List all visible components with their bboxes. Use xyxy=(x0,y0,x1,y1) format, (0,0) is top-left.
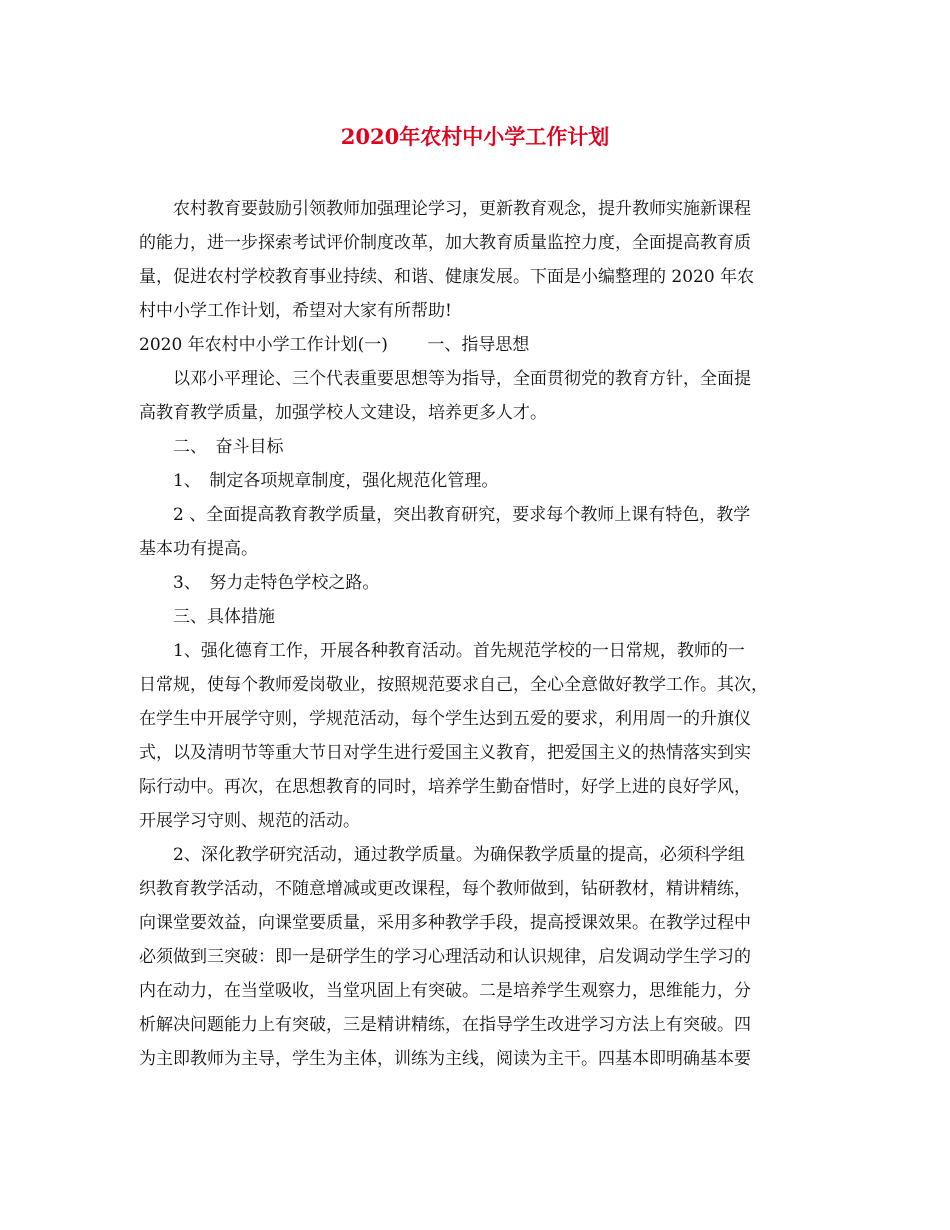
document-body xyxy=(139,192,819,1076)
paragraph-line: 织教育教学活动，不随意增减或更改课程，每个教师做到，钻研教材，精讲精练， xyxy=(139,879,751,899)
section-heading-line: 2020 年农村中小学工作计划(一) 一、指导思想 xyxy=(139,335,530,355)
paragraph-line: 以邓小平理论、三个代表重要思想等为指导，全面贯彻党的教育方针，全面提 xyxy=(173,369,751,389)
document-title: 2020年农村中小学工作计划 xyxy=(340,124,610,149)
paragraph-line: 析解决问题能力上有突破，三是精讲精练，在指导学生改进学习方法上有突破。四 xyxy=(139,1015,751,1035)
paragraph-line: 农村教育要鼓励引领教师加强理论学习，更新教育观念，提升教师实施新课程 xyxy=(173,199,751,219)
list-item-line: 3、 努力走特色学校之路。 xyxy=(173,573,380,593)
paragraph-line: 村中小学工作计划，希望对大家有所帮助! xyxy=(139,301,452,321)
paragraph-line: 量，促进农村学校教育事业持续、和谐、健康发展。下面是小编整理的 2020 年农 xyxy=(139,267,755,287)
section-heading-line: 三、具体措施 xyxy=(173,607,275,627)
paragraph-line: 日常规，使每个教师爱岗敬业，按照规范要求自己，全心全意做好教学工作。其次， xyxy=(139,675,768,695)
paragraph-line: 2、深化教学研究活动，通过教学质量。为确保教学质量的提高，必须科学组 xyxy=(173,845,745,865)
paragraph-line: 为主即教师为主导，学生为主体，训练为主线，阅读为主干。四基本即明确基本要 xyxy=(139,1049,751,1069)
list-item-line: 基本功有提高。 xyxy=(139,539,258,559)
list-item-line: 2 、全面提高教育教学质量，突出教育研究，要求每个教师上课有特色，教学 xyxy=(173,505,751,525)
paragraph-line: 高教育教学质量，加强学校人文建设，培养更多人才。 xyxy=(139,403,547,423)
paragraph-line: 际行动中。再次，在思想教育的同时，培养学生勤奋惜时，好学上进的良好学风， xyxy=(139,777,751,797)
paragraph-line: 开展学习守则、规范的活动。 xyxy=(139,811,360,831)
section-heading-line: 二、 奋斗目标 xyxy=(173,437,284,457)
paragraph-line: 的能力，进一步探索考试评价制度改革，加大教育质量监控力度，全面提高教育质 xyxy=(139,233,751,253)
paragraph-line: 向课堂要效益，向课堂要质量，采用多种教学手段，提高授课效果。在教学过程中 xyxy=(139,913,751,933)
paragraph-line: 必须做到三突破：即一是研学生的学习心理活动和认识规律，启发调动学生学习的 xyxy=(139,947,751,967)
paragraph-line: 1、强化德育工作，开展各种教育活动。首先规范学校的一日常规，教师的一 xyxy=(173,641,745,661)
paragraph-line: 内在动力，在当堂吸收，当堂巩固上有突破。二是培养学生观察力，思维能力，分 xyxy=(139,981,751,1001)
paragraph-line: 式，以及清明节等重大节日对学生进行爱国主义教育，把爱国主义的热情落实到实 xyxy=(139,743,751,763)
paragraph-line: 在学生中开展学守则，学规范活动，每个学生达到五爱的要求，利用周一的升旗仪 xyxy=(139,709,751,729)
list-item-line: 1、 制定各项规章制度，强化规范化管理。 xyxy=(173,471,499,491)
